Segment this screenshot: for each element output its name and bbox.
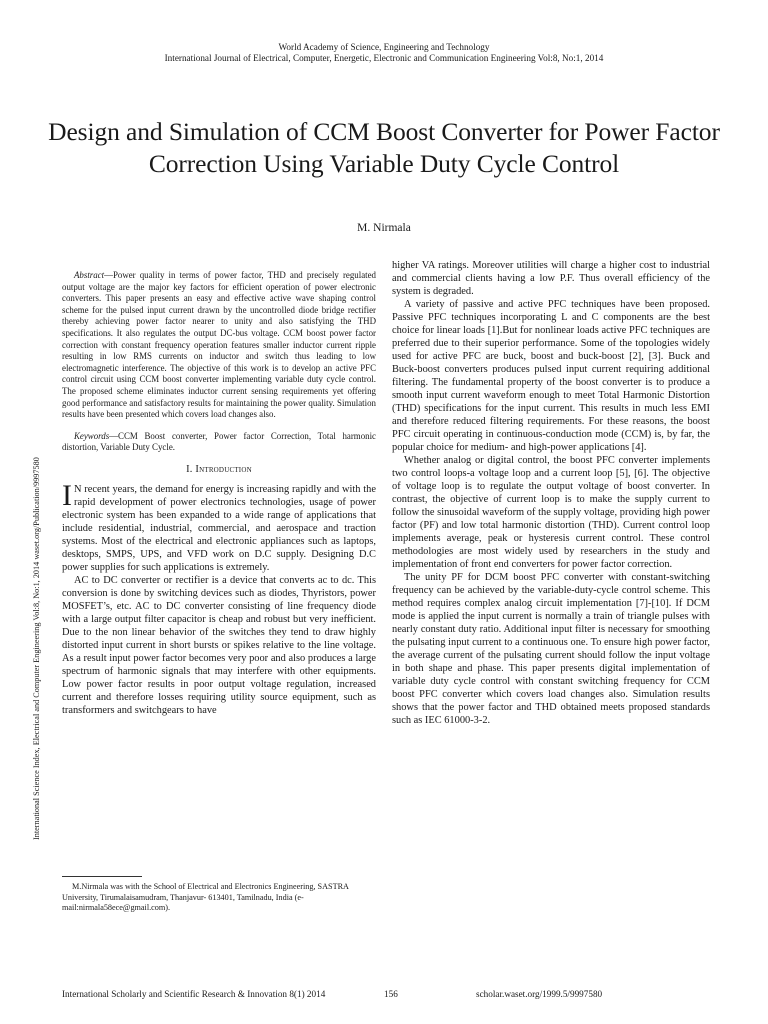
keywords-lead: Keywords — [74, 430, 110, 441]
right-paragraph-3: Whether analog or digital control, the boost PFC converter implements two control loops-a voltage loop and a current loop [5], [6]. The objective of voltage loop is to regulate the output voltage of boost converter. In contrast, the objective of current loop is to make the supply current to follow the sinusoidal waveform of the supply voltage, providing high power factor (PF) and low total harmonic distortion (THD). Current control loop implements average, peak or hysteresis current control. These control methodologies are most widely used by researchers in the study and implementation of front end converters for power factor correction. — [392, 455, 710, 570]
footnote-rule — [62, 876, 142, 877]
section-title: Introduction — [195, 463, 252, 475]
journal-header-line-1: World Academy of Science, Engineering and Technology — [278, 42, 490, 52]
right-column — [392, 259, 710, 727]
paper-title: Design and Simulation of CCM Boost Converter for Power Factor Correction Using Variable Duty Cycle Control — [48, 117, 720, 178]
section-heading-introduction — [62, 464, 376, 475]
section-numeral: I. — [186, 463, 193, 475]
footer-url[interactable]: scholar.waset.org/1999.5/9997580 — [476, 989, 603, 999]
abstract-lead: Abstract — [74, 270, 105, 280]
right-paragraph-1: higher VA ratings. Moreover utilities will charge a higher cost to industrial and commercial clients having a low P.F. Thus overall efficiency of the system is degraded. — [392, 260, 710, 297]
intro-paragraph-1-text: N recent years, the demand for energy is increasing rapidly and with the rapid development of power electronics technologies, usage of power electronic system has been expanded to a wide range of applications that include residential, industrial, commercial, and aerospace and traction systems. Most of the electrical and electronic appliances such as laptops, desktops, SMPS, UPS, and VFD work on D.C supply. Designing D.C power supplies for such applications is extremely. — [62, 483, 376, 573]
intro-paragraph-1 — [62, 478, 376, 574]
drop-cap: I — [62, 478, 72, 512]
intro-paragraph-2: AC to DC converter or rectifier is a device that converts ac to dc. This conversion is done by switching devices such as diodes, Thyristors, power MOSFET’s, etc. AC to DC converter consisting of line frequency diode with a large output filter capacitor is cheap and robust but very inefficient. Due to the non linear behavior of the switches they tend to draw highly distorted input current in short bursts or spikes relative to the line voltage. As a result input power factor becomes very poor and also produces a large spectrum of harmonic signals that may interfere with other equipments. Low power factor results in poor output voltage regulation, increased current and therefore losses requiring utility source equipment, such as transformers and switchgears to have — [62, 574, 376, 716]
right-paragraph-4: The unity PF for DCM boost PFC converter with constant-switching frequency can be achieved by the variable-duty-cycle control scheme. This method requires complex analog circuit implementation [7]-[10]. If DCM mode is applied the input current is normally a train of triangle pulses with nearly constant duty ratio. Additional input filter is necessary for smoothing the pulsating input current to a continuous one. To ensure high power factor, the average current of the pulsating current should follow the input voltage in both shape and phase. This paper presents digital implementation of variable duty cycle control with constant switching frequency for CCM boost PFC converter which covers load changes also. Simulation results shows that the power factor and THD obtained meets proposed standards such as IEC 61000-3-2. — [392, 572, 710, 726]
author-name: M. Nirmala — [357, 222, 411, 234]
sidebar-citation: International Science Index, Electrical and Computer Engineering Vol:8, No:1, 2014 waset.org/Publication/9997580 — [32, 457, 41, 840]
abstract-text: —Power quality in terms of power factor, THD and precisely regulated output voltage are the major key factors for efficient operation of power electronic converters. This paper presents an easy and effective active wave shaping control scheme for the pulsed input current drawn by the uncontrolled diode bridge rectifier thereby achieving power factor nearer to unity and also satisfying the THD specifications. It also regulates the output DC-bus voltage. CCM boost power factor correction with constant frequency operation features smaller inductor current ripple resulting in low RMS currents on inductor and switch thus leading to low electromagnetic interference. The objective of this work is to develop an active PFC control circuit using CCM boost converter implementing variable duty cycle control. The proposed scheme eliminates inductor current sensing requirements yet offering good performance and satisfactory results for maintaining the power quality. Simulation results have been presented which covers load changes also. — [62, 270, 376, 420]
author-footnote: M.Nirmala was with the School of Electrical and Electronics Engineering, SASTRA University, Tirumalaisamudram, Thanjavur- 613401, Tamilnadu, India (e-mail:nirmala58ece@gmail.com). — [62, 882, 349, 913]
abstract — [62, 270, 376, 421]
left-column — [62, 270, 376, 717]
keywords — [62, 431, 376, 454]
right-paragraph-2: A variety of passive and active PFC techniques have been proposed. Passive PFC techniques incorporating L and C components are the best choice for linear loads [1].But for nonlinear loads active PFC techniques are preferred due to their superior performance. Some of the topologies widely used for active PFC are buck, boost and buck-boost [2], [3]. Buck and Buck-boost converters produces pulsed input current requiring additional filtering. The fundamental property of the boost converter is to produce a smooth input current waveform enough to meet Total Harmonic Distortion (THD) specifications for the input current. This results in much less EMI and therefore reduced filtering requirements. For these reasons, the boost PFC circuit operating in continuous-conduction mode (CCM) is, by far, the popular choice for medium- and high-power applications [4]. — [392, 299, 710, 453]
keywords-text: —CCM Boost converter, Power factor Correction, Total harmonic distortion, Variable Duty Cycle. — [62, 430, 376, 453]
footer-publisher: International Scholarly and Scientific Research & Innovation 8(1) 2014 — [62, 989, 326, 999]
page-number: 156 — [384, 989, 398, 999]
journal-header-line-2: International Journal of Electrical, Computer, Energetic, Electronic and Communication Engineering Vol:8, No:1, 2014 — [164, 53, 604, 63]
